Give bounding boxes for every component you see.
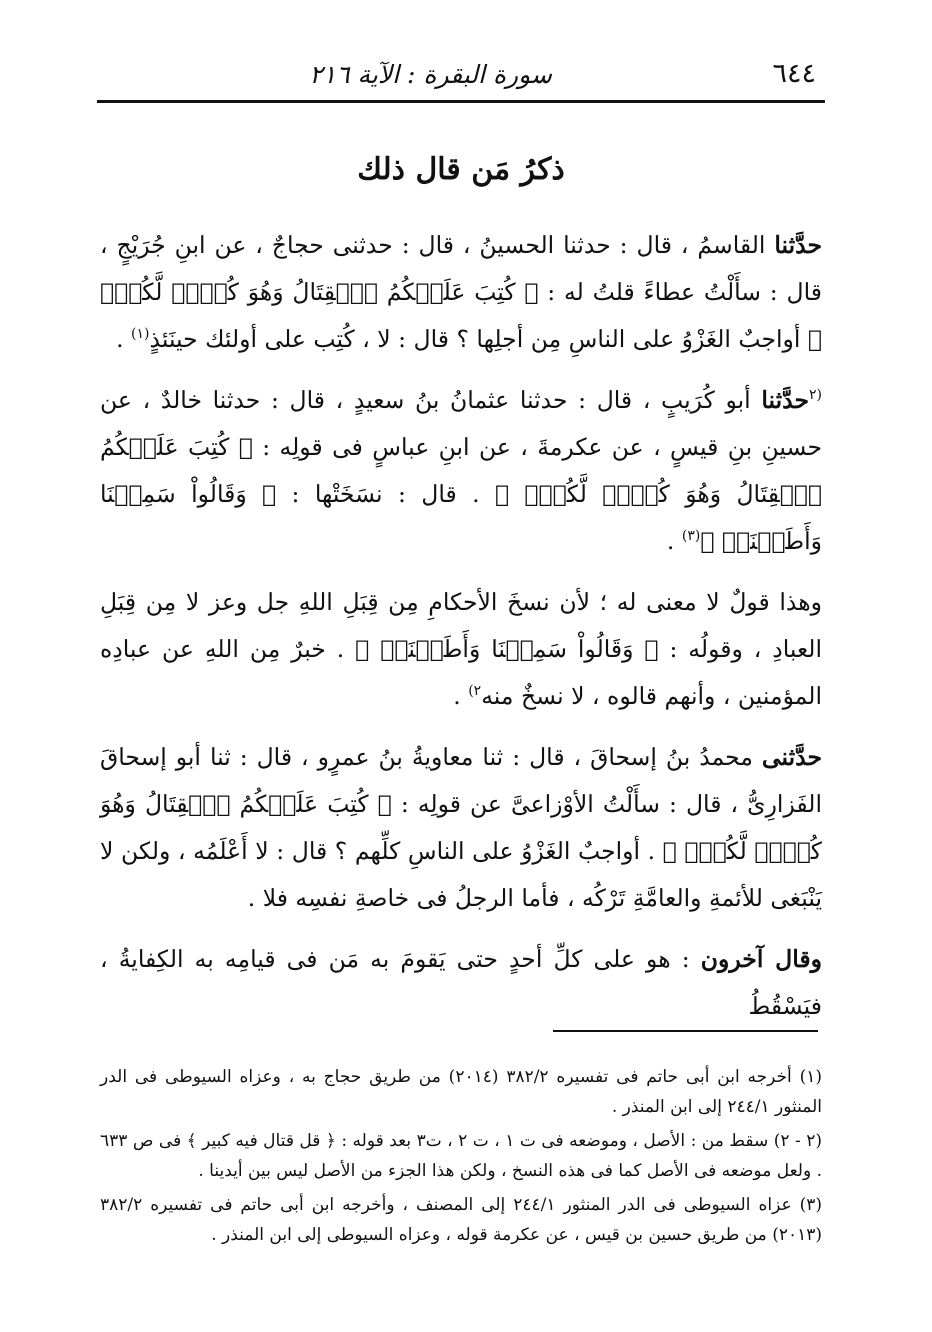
footnote-2: (٢ - ٢) سقط من : الأصل ، وموضعه فى ت ١ ، ت ٢ ، ت٣ بعد قوله : ﴿ قل قتال فيه كبير ﴾ فى ص ٦٣٣ . ولعل موضعه فى الأصل كما فى هذه النسخ ، ولكن هذا الجزء من الأصل ليس بين أيدينا . [100, 1131, 823, 1181]
footnote-3: (٣) عزاه السيوطى فى الدر المنثور ٢٤٤/١ إلى المصنف ، وأخرجه ابن أبى حاتم فى تفسيره ٣٨٢/٢ (٢٠١٣) من طريق حسين بن قيس ، عن عكرمة قوله ، وعزاه السيوطى إلى ابن المنذر . [100, 1195, 822, 1245]
footnotes [100, 1062, 822, 1254]
section-title: ذكرُ مَن قال ذلك [357, 152, 565, 187]
paragraph-lead: وقال آخرون [700, 945, 822, 973]
paragraph-5 [100, 936, 822, 1030]
paragraph-text: وهذا قولٌ لا معنى له ؛ لأن نسخَ الأحكامِ مِن قِبَلِ اللهِ جل وعز لا مِن قِبَلِ العبادِ ، وقولُه : ﴿ وَقَالُواْ سَمِعۡنَا وَأَطَعۡنَاۖ ﴾ . خبرٌ مِن اللهِ عن عبادِه المؤمنين ، وأنهم قالوه ، لا نسخٌ منه [100, 588, 822, 710]
main-text [100, 222, 822, 1044]
page-number: ٦٤٤ [772, 58, 816, 89]
footnote-1: (١) أخرجه ابن أبى حاتم فى تفسيره ٣٨٢/٢ (٢٠١٤) من طريق حجاج به ، وعزاه السيوطى فى الدر المنثور ٢٤٤/١ إلى ابن المنذر . [100, 1067, 822, 1117]
paragraph-4 [100, 734, 822, 922]
paragraph-text: : هو على كلِّ أحدٍ حتى يَقومَ به مَن فى قيامِه به الكِفايةُ ، فيَسْقُطُ [100, 945, 822, 1020]
footnote-mark: ٢) [468, 683, 482, 700]
paragraph-lead: حدَّثنا [761, 386, 809, 414]
paragraph-1 [100, 222, 822, 363]
header-rule [97, 100, 825, 103]
paragraph-3 [100, 579, 822, 720]
paragraph-2 [100, 377, 822, 565]
footnote-rule [553, 1030, 818, 1032]
paragraph-text: محمدُ بنُ إسحاقَ ، قال : ثنا معاويةُ بنُ عمرٍو ، قال : ثنا أبو إسحاقَ الفَزارِىُّ ، قال : سأَلْتُ الأوْزاعىَّ عن قولِه : ﴿ كُتِبَ عَلَيۡكُمُ ٱلۡقِتَالُ وَهُوَ كُرۡهٞ لَّكُمۡۖ ﴾ . أواجبٌ الغَزْوُ على الناسِ كلِّهم ؟ قال : لا أَعْلَمُه ، ولكن لا يَنْبَغى للأئمةِ والعامَّةِ تَرْكُه ، فأما الرجلُ فى خاصةِ نفسِه فلا . [100, 743, 822, 912]
paragraph-tail: . [116, 325, 132, 353]
running-title: سورة البقرة : الآية ٢١٦ [309, 60, 552, 89]
paragraph-text: أبو كُرَيبٍ ، قال : حدثنا عثمانُ بنُ سعيدٍ ، قال : حدثنا خالدٌ ، عن حسينِ بنِ قيسٍ ، عن عكرمةَ ، عن ابنِ عباسٍ فى قولِه : ﴿ كُتِبَ عَلَيۡكُمُ ٱلۡقِتَالُ وَهُوَ كُرۡهٞ لَّكُمۡۖ ﴾ . قال : نسَخَتْها : ﴿ وَقَالُواْ سَمِعۡنَا وَأَطَعۡنَاۖ ﴾ [100, 386, 822, 555]
footnote-mark: (١) [131, 326, 150, 343]
paragraph-tail: . [666, 527, 682, 555]
footnote-mark: (٢ [809, 387, 822, 404]
paragraph-lead: حدَّثنى [761, 743, 822, 771]
footnote-mark: (٣) [681, 528, 701, 545]
paragraph-tail: . [453, 682, 469, 710]
paragraph-text: القاسمُ ، قال : حدثنا الحسينُ ، قال : حدثنى حجاجٌ ، عن ابنِ جُرَيْجٍ ، قال : سأَلْتُ عطاءً قلتُ له : ﴿ كُتِبَ عَلَيۡكُمُ ٱلۡقِتَالُ وَهُوَ كُرۡهٞ لَّكُمۡۖ ﴾ أواجبٌ الغَزْوُ على الناسِ مِن أجلِها ؟ قال : لا ، كُتِب على أولئك حينَئذٍ [100, 231, 822, 353]
page-header [100, 52, 822, 96]
paragraph-lead: حدَّثنا [774, 231, 822, 259]
